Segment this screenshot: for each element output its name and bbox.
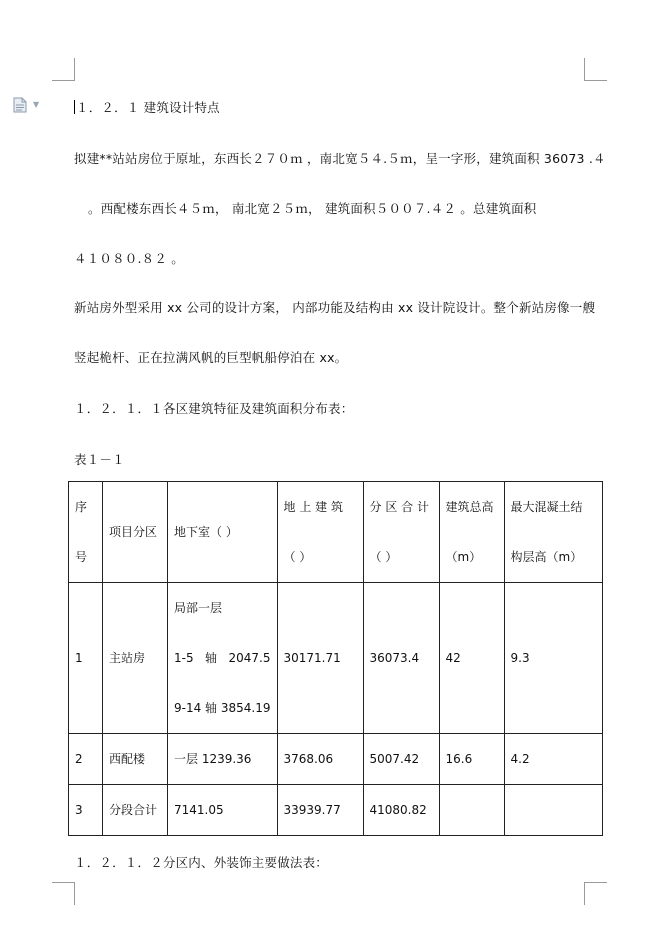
page-corner-mark-bottom-right — [584, 882, 607, 905]
paragraph-2-line-1: 新站房外型采用 xx 公司的设计方案， 内部功能及结构由 xx 设计院设计。整个新站房像一艘 — [74, 300, 596, 315]
cell-subtotal: 41080.82 — [363, 785, 439, 836]
header-cell-no: 序 号 — [69, 482, 103, 583]
cell-basement: 局部一层 1-5 轴 2047.5 9-14 轴 3854.19 — [168, 583, 278, 734]
cell-zone: 主站房 — [103, 583, 168, 734]
cell-zone: 西配楼 — [103, 734, 168, 785]
paragraph-document-icon[interactable] — [13, 97, 27, 113]
header-cell-above-ground: 地 上 建 筑 （ ） — [277, 482, 363, 583]
page-corner-mark-bottom-left — [52, 882, 75, 905]
cell-subtotal: 5007.42 — [363, 734, 439, 785]
paragraph-1-line-1: 拟建**站站房位于原址，东西长２７０ｍ ，南北宽５４.５ｍ，呈一字形，建筑面积 36073 .４ — [74, 151, 606, 166]
page-corner-mark-top-right — [584, 58, 607, 81]
subheading-decoration-table: １．２．１．２分区内、外装饰主要做法表： — [74, 855, 329, 870]
table-caption: 表１－１ — [74, 452, 125, 467]
page-corner-mark-top-left — [52, 58, 75, 81]
section-heading: １．２．１ 建筑设计特点 — [76, 100, 220, 115]
table-row — [69, 785, 603, 836]
cell-total-height — [439, 785, 504, 836]
cell-basement: 7141.05 — [168, 785, 278, 836]
header-cell-zone: 项目分区 — [103, 482, 168, 583]
cell-total-height: 16.6 — [439, 734, 504, 785]
cell-no: 2 — [69, 734, 103, 785]
cell-above-ground: 33939.77 — [277, 785, 363, 836]
cell-no: 1 — [69, 583, 103, 734]
paragraph-1-line-2: 。西配楼东西长４５ｍ， 南北宽２５ｍ， 建筑面积５００７.４２ 。总建筑面积 — [88, 201, 537, 216]
header-cell-subtotal: 分 区 合 计 （ ） — [363, 482, 439, 583]
cell-total-height: 42 — [439, 583, 504, 734]
cell-above-ground: 3768.06 — [277, 734, 363, 785]
cell-max-story-height — [504, 785, 602, 836]
cell-subtotal: 36073.4 — [363, 583, 439, 734]
cell-max-story-height: 9.3 — [504, 583, 602, 734]
table-header-row — [69, 482, 603, 583]
paragraph-1-line-3: ４１０８０.８２ 。 — [74, 251, 184, 266]
cell-basement: 一层 1239.36 — [168, 734, 278, 785]
header-cell-basement: 地下室（ ） — [168, 482, 278, 583]
cell-zone: 分段合计 — [103, 785, 168, 836]
paragraph-2-line-2: 竖起桅杆、正在拉满风帆的巨型帆船停泊在 xx。 — [74, 350, 348, 365]
header-cell-total-height: 建筑总高 （m） — [439, 482, 504, 583]
text-cursor — [74, 100, 75, 114]
table-row — [69, 734, 603, 785]
subheading-area-table: １．２．１．１各区建筑特征及建筑面积分布表： — [74, 401, 354, 416]
area-distribution-table — [68, 481, 603, 836]
cell-max-story-height: 4.2 — [504, 734, 602, 785]
header-cell-max-story-height: 最大混凝土结 构层高（m） — [504, 482, 602, 583]
chevron-down-icon[interactable]: ▼ — [33, 100, 40, 109]
cell-no: 3 — [69, 785, 103, 836]
table-row — [69, 583, 603, 734]
cell-above-ground: 30171.71 — [277, 583, 363, 734]
